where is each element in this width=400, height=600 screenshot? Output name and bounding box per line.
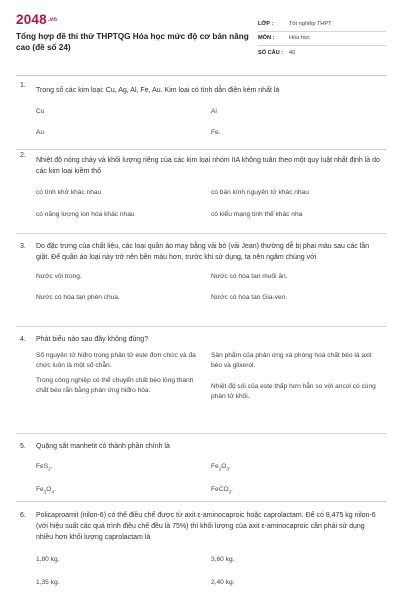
formula-subscript: 2 [48,466,51,472]
meta-row-subject [258,32,386,47]
formula-text: . [228,463,231,470]
formula-subscript: 2 [218,466,222,472]
meta-table [258,17,386,66]
page-header [16,0,386,66]
formula-text: . [50,463,53,470]
formula-text: O [221,463,227,470]
question-stem: Nhiệt độ nóng chảy và khối lượng riêng của các kim loại nhóm IIA không tuân theo một quy luật nhất định là do các kim loại kiềm thổ [36,157,380,175]
meta-value: Hóa học [289,35,310,42]
answer-option[interactable]: có kiểu mạng tinh thể khác nha [211,210,303,218]
formula-text: Fe [211,463,219,470]
answer-options [36,555,386,587]
question-4 [16,327,386,434]
formula-subscript: 4 [51,488,54,494]
question-number: 3. [20,243,26,250]
question-3 [16,234,386,327]
answer-option[interactable]: có tính khử khác nhau [36,189,102,196]
answer-options [36,462,386,494]
answer-option[interactable] [36,462,211,472]
answer-option[interactable]: Số nguyên tử hiđro trong phân tử este đơn chức và đa chức luôn là một số chẵn. [36,352,196,369]
site-logo[interactable] [16,12,254,28]
answer-option[interactable]: 2,40 kg. [211,578,235,586]
meta-key: MÔN : [258,35,275,42]
meta-row-class [258,17,386,32]
answer-option[interactable]: Nhiệt độ sôi của este thấp hơn hẳn so với ancol có cùng phân tử khối. [211,383,376,400]
answer-option[interactable]: 1,80 kg. [36,556,60,563]
answer-options [36,107,386,137]
answer-option[interactable]: Nước có hòa tan muối ăn. [211,273,288,280]
question-6 [16,502,386,600]
question-number: 4. [20,336,26,343]
logo-main: 2048 [16,12,47,27]
answer-option[interactable]: có năng lượng ion hóa khác nhau [36,210,135,218]
question-5 [16,434,386,502]
answer-option[interactable]: Nước có hòa tan phèn chua. [36,293,120,301]
logo-sub: .vn [47,16,58,23]
answer-option[interactable]: Au [36,128,45,136]
answer-options [36,272,386,302]
question-number: 6. [20,512,26,519]
answer-option[interactable]: Al [211,108,217,115]
meta-key: LỚP : [258,20,274,27]
formula-subscript: 3 [43,488,47,494]
formula-text: Fe [36,485,44,493]
question-stem: Quặng sắt manhetit có thành phần chính là [36,443,170,450]
question-1 [16,80,386,150]
question-stem: Phát biểu nào sau đây không đúng? [36,336,149,343]
answer-options [36,351,386,401]
answer-option[interactable] [36,485,211,495]
question-2 [16,150,386,234]
question-stem: Do đặc trưng của chất liệu, các loại quần áo may bằng vải bò (vải Jean) thường dễ bị phai màu sau các lần giặt. Để quần áo loại này trở nên bền màu hơn, trước khi sử dụng, ta nên ngâm chúng với [36,243,370,261]
answer-option[interactable]: có bán kính nguyên tử khác nhau [211,189,309,196]
answer-option[interactable]: Nước có hòa tan Gia-ven. [211,293,288,301]
answer-option[interactable]: Cu [36,108,45,115]
formula-text: . [231,485,233,493]
answer-option[interactable]: Nước vôi trong. [36,273,82,280]
answer-option[interactable]: Fe. [211,128,221,136]
document-title: Tổng hợp đề thi thử THPTQG Hóa học mức độ cơ bản nâng cao (đề số 24) [16,31,249,52]
header-left [16,12,254,66]
question-number: 5. [20,443,26,450]
answer-option[interactable]: 1,35 kg. [36,578,60,586]
answer-option[interactable] [211,462,386,472]
answer-options [36,188,386,219]
meta-value: Tốt nghiệp THPT [289,20,332,27]
answer-option[interactable] [211,485,386,495]
answer-option[interactable]: Trong công nghiệp có thể chuyển chất béo lỏng thành chất béo rắn bằng phản ứng hiđro hóa. [36,377,194,394]
formula-text: FeS [36,463,49,470]
question-number: 2. [20,152,26,159]
question-stem: Policaproamit (nilon-6) có thể điều chế được từ axit ε-aminocaproic hoặc caprolactam. Để có 8,475 kg nilon-6 (với hiệu suất các quá trình điều chế đều là 75%) thì khối lượng của axit ε-aminocaproic cần phải sử dụng nhiều hơn khối lượng caprolactam là [36,512,376,541]
meta-value: 40 [289,50,296,57]
header-divider [16,75,386,76]
meta-row-count [258,46,386,61]
formula-text: . [53,485,56,493]
formula-text: FeCO [211,485,229,493]
formula-text: O [46,485,52,493]
answer-option[interactable]: Sản phẩm của phản ứng xà phòng hoá chất béo là axit béo và glixerol. [211,352,372,369]
meta-key: SỐ CÂU : [258,50,284,57]
question-number: 1. [20,82,26,89]
formula-subscript: 3 [228,488,232,494]
answer-option[interactable]: 3,60 kg. [211,556,235,563]
formula-subscript: 3 [226,466,229,472]
question-stem: Trong số các kim loại: Cu, Ag, Al, Fe, Au. Kim loại có tính dẫn điện kém nhất là [36,87,280,94]
question-list [16,80,386,600]
